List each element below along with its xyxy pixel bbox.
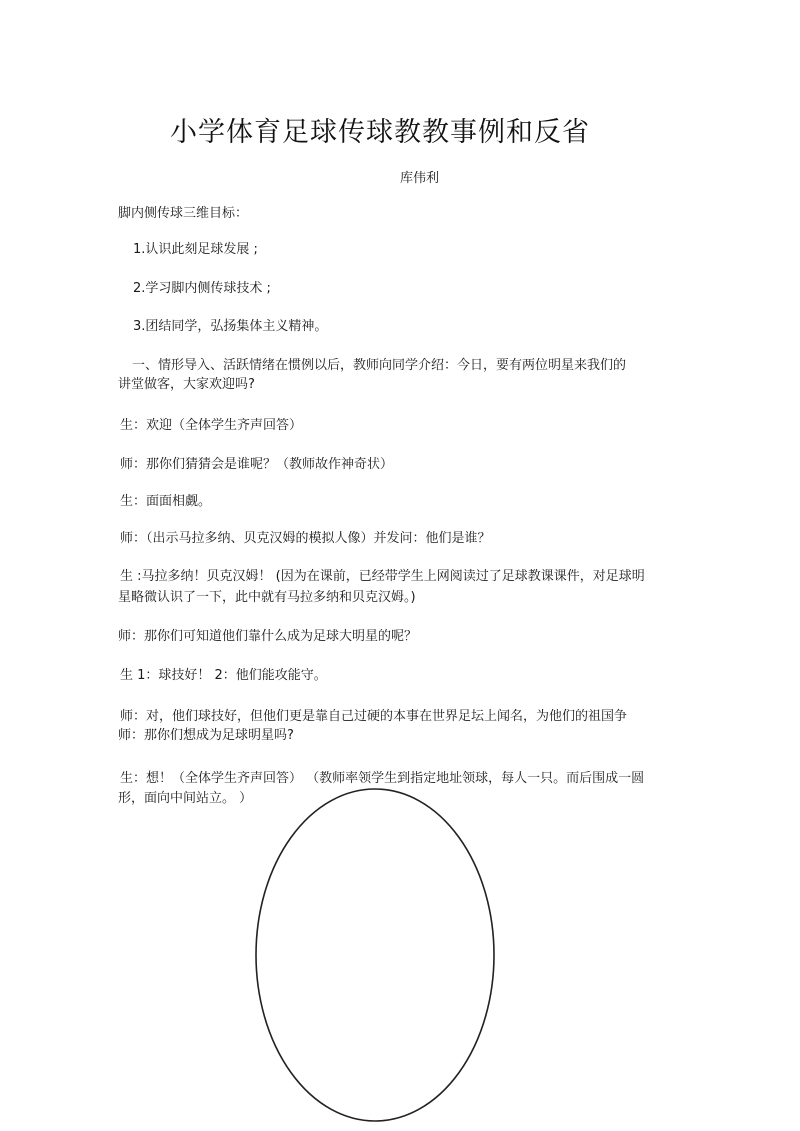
dialogue-line: 师：那你们猜猜会是谁呢？（教师故作神奇状）: [120, 457, 394, 472]
document-title: 小学体育足球传球教教事例和反省: [170, 117, 590, 148]
dialogue-line: 师：那你们可知道他们靠什么成为足球大明星的呢？: [118, 629, 418, 644]
dialogue-line: 生：面面相觑。: [120, 494, 212, 509]
author-name: 库伟利: [400, 171, 440, 186]
formation-circle-diagram: [253, 785, 497, 1125]
dialogue-line: 师：（出示马拉多纳、贝克汉姆的模拟人像）并发问：他们是谁？: [120, 531, 491, 546]
intro-paragraph-line: 一、情形导入、活跃情绪在惯例以后，教师向同学介绍：今日，要有两位明星来我们的: [132, 358, 627, 373]
goals-heading: 脚内侧传球三维目标：: [118, 206, 249, 221]
intro-paragraph-line: 讲堂做客，大家欢迎吗?: [118, 377, 255, 392]
dialogue-line: 生：欢迎（全体学生齐声回答）: [120, 418, 303, 433]
dialogue-line: 星略微认识了一下，此中就有马拉多纳和贝克汉姆。): [118, 590, 416, 605]
goal-item: 2.学习脚内侧传球技术 ;: [133, 281, 271, 296]
dialogue-line: 师：对，他们球技好，但他们更是靠自己过硬的本事在世界足坛上闻名，为他们的祖国争: [120, 709, 628, 724]
goal-item: 1.认识此刻足球发展 ;: [133, 242, 258, 257]
dialogue-line: 师：那你们想成为足球明星吗?: [118, 728, 294, 743]
dialogue-line: 形，面向中间站立。 ）: [118, 791, 253, 806]
dialogue-line: 生 1：球技好！ 2：他们能攻能守。: [120, 668, 327, 683]
goal-item: 3.团结同学，弘扬集体主义精神。: [133, 319, 328, 334]
dialogue-line: 生：想！（全体学生齐声回答） （教师率领学生到指定地址领球，每人一只。而后围成一圆: [120, 771, 645, 786]
formation-circle: [256, 789, 494, 1121]
dialogue-line: 生 :马拉多纳！贝克汉姆！ (因为在课前，已经带学生上网阅读过了足球教课课件，对足球明: [120, 569, 645, 584]
